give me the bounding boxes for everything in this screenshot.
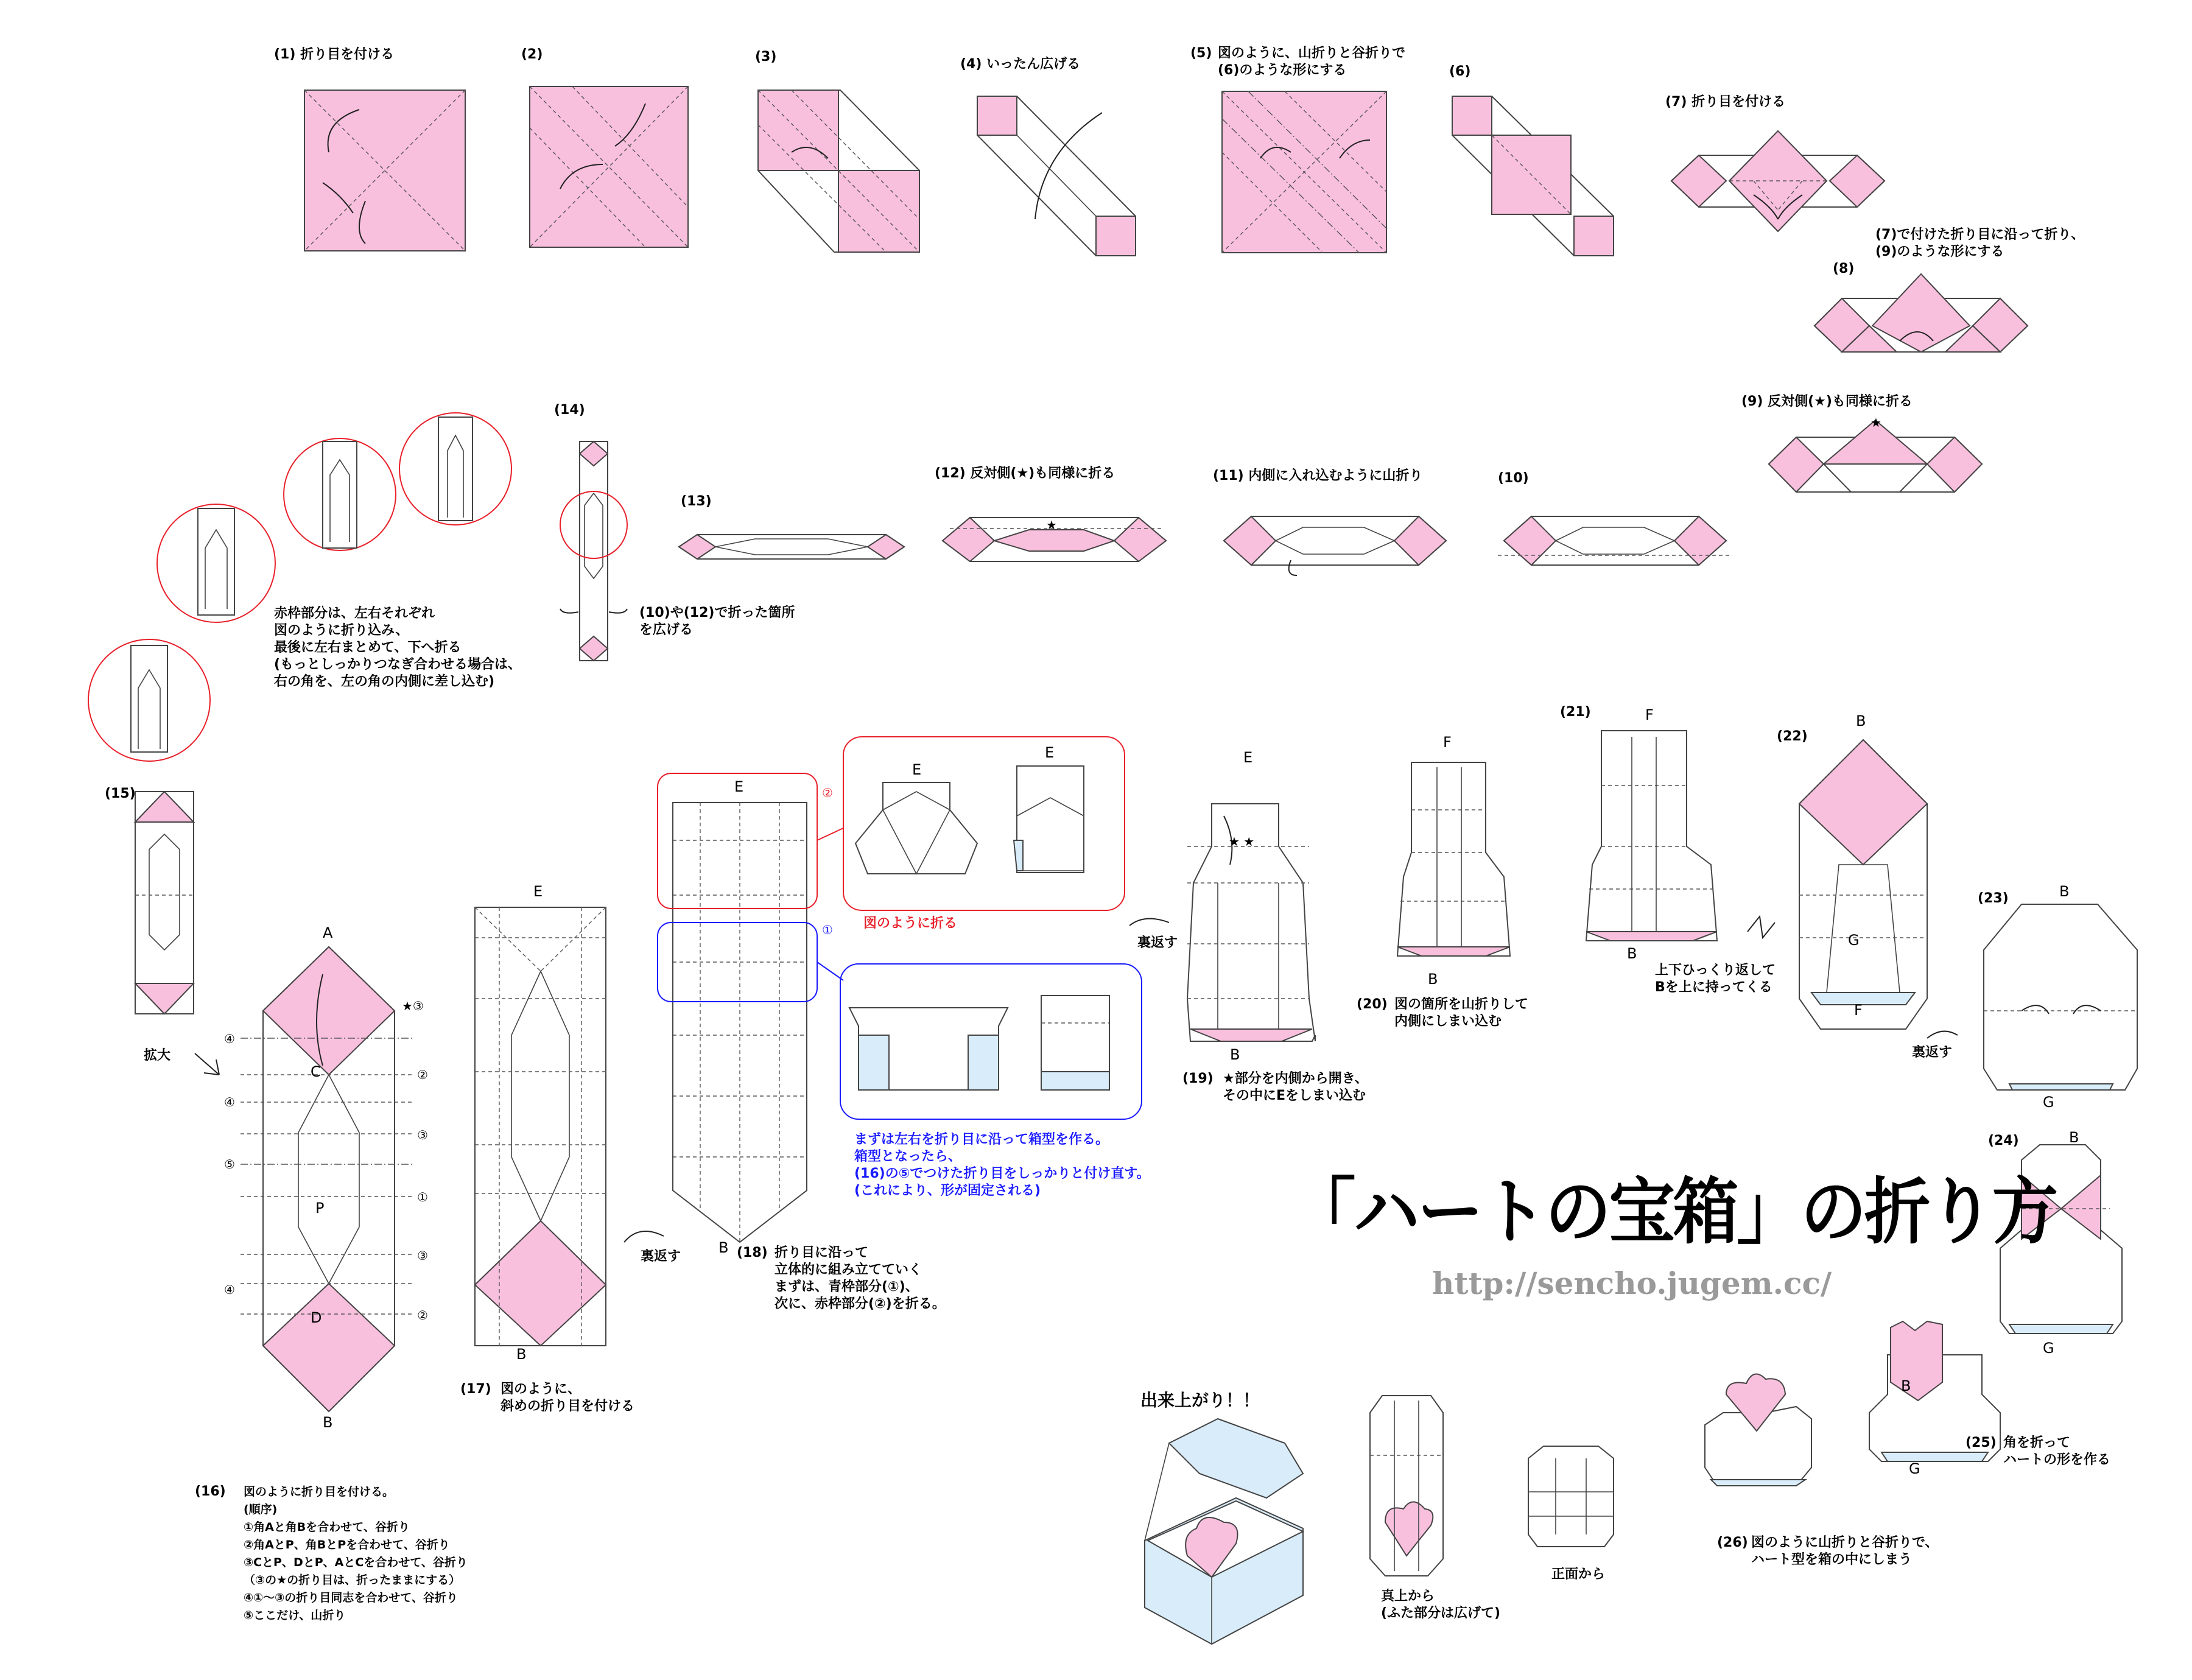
marker-3b: ③: [417, 1248, 428, 1263]
step7-shape: [1671, 131, 1885, 231]
step16-text: 図のように折り目を付ける。 (順序) ①角Aと角Bを合わせて、谷折り ②角AとP、角BとPを合わせて、谷折り ③CとP、DとP、AとCを合わせて、谷折り （③の★の折り目は、折ったままにする） ④①～③の折り目同志を合わせて、谷折り ⑤ここだけ、山折り: [244, 1485, 468, 1622]
top-view: [1370, 1396, 1443, 1576]
marker-stars-19: ★ ★: [1229, 834, 1255, 849]
point-B-20: B: [1428, 971, 1438, 988]
point-E-red2: E: [1045, 744, 1055, 761]
step15-num: (15): [105, 786, 136, 801]
step5-num: (5): [1190, 46, 1212, 61]
point-B-17: B: [516, 1346, 527, 1363]
step11-label: (11) 内側に入れ込むように山折り: [1213, 468, 1423, 483]
step18-text: 折り目に沿って 立体的に組み立てていく まずは、青枠部分(①)、 次に、赤枠部分(②)を折る。: [775, 1245, 946, 1312]
step1-label: (1) 折り目を付ける: [274, 47, 395, 62]
step8-shape: [1814, 274, 2028, 352]
marker-2b: ②: [417, 1308, 428, 1323]
blue-detail-box: [840, 964, 1142, 1119]
step16-shape: [241, 947, 414, 1411]
point-F-22: F: [1854, 1002, 1863, 1019]
step17-text: 図のように、 斜めの折り目を付ける: [501, 1382, 635, 1414]
marker-5: ⑤: [224, 1157, 235, 1172]
step8-num: (8): [1833, 261, 1855, 276]
zoom-circles: [88, 413, 511, 761]
marker-4c: ④: [224, 1282, 235, 1297]
point-P: P: [315, 1200, 325, 1217]
step1-square: [304, 90, 465, 251]
point-D: D: [311, 1309, 322, 1326]
step21-shape: [1586, 731, 1775, 941]
red-frame-note: 赤枠部分は、左右それぞれ 図のように折り込み、 最後に左右まとめて、下へ折る (もっとしっかりつなぎ合わせる場合は、 右の角を、左の角の内側に差し込む): [274, 606, 522, 689]
red-box-caption: 図のように折る: [863, 916, 958, 931]
point-G-25: G: [1909, 1460, 1920, 1477]
step18-num: (18): [737, 1245, 768, 1260]
step17-num: (17): [460, 1382, 491, 1397]
marker-red-2: ②: [822, 786, 833, 800]
step22-shape: [1799, 740, 1927, 1029]
step21-num: (21): [1560, 705, 1591, 720]
step17-shape: [475, 907, 606, 1346]
step4-label: (4) いったん広げる: [960, 57, 1081, 72]
step9-label: (9) 反対側(★)も同様に折る: [1741, 394, 1913, 409]
front-view: [1528, 1446, 1614, 1547]
red-detail-box: [843, 737, 1125, 910]
point-C: C: [311, 1063, 321, 1080]
step14-num: (14): [554, 402, 585, 418]
flip-label-2: 裏返す: [1137, 935, 1178, 951]
point-F-21: F: [1645, 706, 1654, 723]
marker-star3: ★③: [402, 999, 424, 1013]
point-B-23: B: [2059, 883, 2070, 900]
enlarge-arrow: [195, 1053, 219, 1075]
site-url[interactable]: http://sencho.jugem.cc/: [1432, 1265, 1832, 1301]
point-B-18: B: [718, 1239, 729, 1256]
flip-label-3: 裏返す: [1912, 1045, 1953, 1060]
step18-shape: [658, 773, 843, 1242]
step9-shape: [1769, 420, 1982, 492]
point-G-24: G: [2043, 1340, 2054, 1357]
step23-shape: [1984, 904, 2137, 1090]
point-E-18: E: [734, 778, 744, 795]
flip-label-1: 裏返す: [641, 1249, 681, 1264]
marker-star-12: ★: [1046, 518, 1057, 532]
point-F-20: F: [1443, 734, 1452, 751]
flip-arrow-2: [1129, 919, 1169, 926]
step5-text: 図のように、山折りと谷折りで (6)のような形にする: [1218, 46, 1406, 78]
step13-label: (13): [681, 494, 712, 509]
point-B-19: B: [1230, 1046, 1240, 1063]
finished-label: 出来上がり！！: [1140, 1390, 1260, 1410]
step10-label: (10): [1498, 471, 1529, 486]
step3-label: (3): [755, 49, 777, 65]
point-E-19: E: [1243, 749, 1253, 766]
front-view-label: 正面から: [1551, 1567, 1606, 1582]
step20-num: (20): [1357, 997, 1388, 1012]
point-A: A: [323, 924, 333, 941]
step13-shape: [679, 535, 904, 559]
point-B-16: B: [323, 1414, 333, 1431]
step5-square: [1222, 91, 1386, 253]
step22-num: (22): [1777, 729, 1808, 744]
marker-2a: ②: [417, 1067, 428, 1082]
step14-text: (10)や(12)で折った箇所 を広げる: [639, 605, 795, 638]
step25-num: (25): [1965, 1435, 1997, 1450]
blue-box-caption: まずは左右を折り目に沿って箱型を作る。 箱型となったら、 (16)の⑤でつけた折り目をしっかりと付け直す。 (これにより、形が固定される): [854, 1132, 1150, 1198]
step26-num: (26): [1717, 1535, 1748, 1550]
marker-star-9: ★: [1871, 415, 1881, 430]
step8-text: (7)で付けた折り目に沿って折り、 (9)のような形にする: [1875, 227, 2085, 259]
marker-1: ①: [417, 1190, 428, 1204]
top-view-label: 真上から (ふた部分は広げて): [1381, 1589, 1501, 1621]
step21-text: 上下ひっくり返して Bを上に持ってくる: [1655, 963, 1776, 995]
step6-label: (6): [1449, 64, 1471, 79]
step19-num: (19): [1182, 1071, 1214, 1086]
step6-shape: [1452, 96, 1614, 256]
point-B-25: B: [1901, 1377, 1911, 1394]
step14-shape: [560, 441, 627, 661]
marker-3a: ③: [417, 1128, 428, 1142]
step26-shape: [1705, 1374, 1811, 1486]
step25-text: 角を折って ハートの形を作る: [2003, 1435, 2111, 1467]
step2-square: [530, 86, 688, 247]
point-E-17: E: [533, 883, 543, 900]
marker-4b: ④: [224, 1095, 235, 1109]
step24-num: (24): [1988, 1133, 2019, 1148]
enlarge-label: 拡大: [144, 1048, 171, 1063]
point-B-22: B: [1856, 712, 1866, 729]
step23-num: (23): [1978, 891, 2009, 906]
marker-blue-1: ①: [822, 923, 833, 937]
step20-shape: [1397, 762, 1510, 956]
page-title: 「ハートの宝箱」の折り方: [1290, 1170, 2056, 1254]
flip-arrow-3: [1927, 1032, 1958, 1038]
flip-arrow-1: [624, 1231, 664, 1242]
finished-box: [1145, 1419, 1303, 1644]
point-E-red1: E: [912, 761, 922, 778]
point-G-22: G: [1848, 932, 1860, 949]
point-G-23: G: [2043, 1094, 2054, 1111]
point-B-21: B: [1627, 945, 1637, 962]
point-B-24: B: [2069, 1129, 2079, 1146]
step10-shape: [1498, 516, 1729, 565]
step19-text: ★部分を内側から開き、 その中にEをしまい込む: [1223, 1071, 1368, 1103]
step20-text: 図の箇所を山折りして 内側にしまい込む: [1394, 997, 1529, 1029]
step2-label: (2): [521, 47, 543, 62]
marker-4a: ④: [224, 1032, 235, 1046]
step12-label: (12) 反対側(★)も同様に折る: [935, 466, 1115, 481]
step4-strip: [977, 96, 1136, 256]
step15-shape: [135, 792, 194, 1014]
step11-shape: [1224, 516, 1446, 575]
step16-num: (16): [195, 1484, 226, 1499]
step26-text: 図のように山折りと谷折りで、 ハート型を箱の中にしまう: [1751, 1535, 1939, 1567]
step3-shape: [758, 90, 919, 252]
step7-label: (7) 折り目を付ける: [1665, 94, 1786, 110]
